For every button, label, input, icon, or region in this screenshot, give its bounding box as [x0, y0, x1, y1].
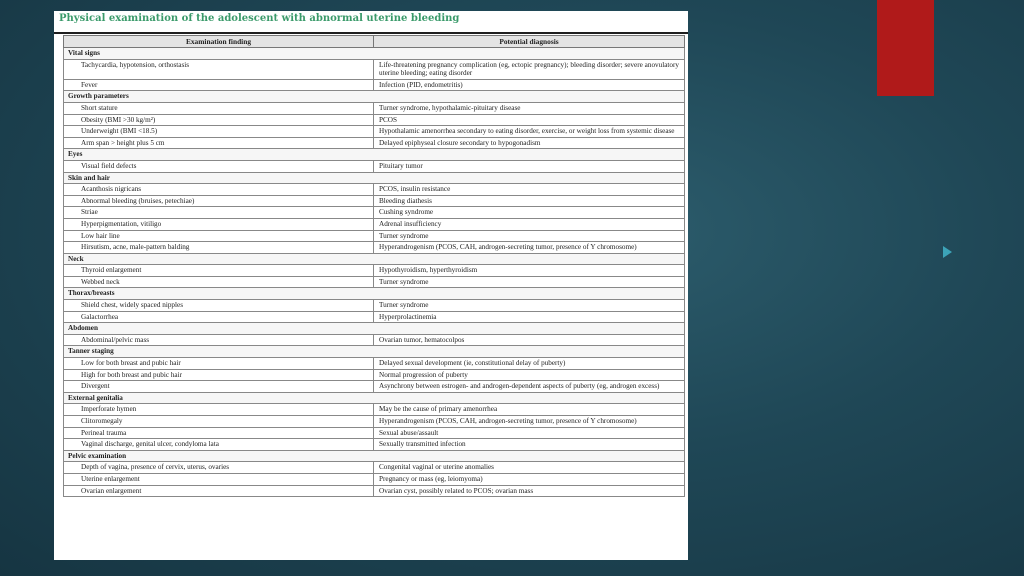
table-row — [64, 218, 685, 230]
table-row — [64, 265, 685, 277]
table-row — [64, 334, 685, 346]
title-rule — [54, 32, 688, 34]
finding-cell: Striae — [64, 207, 374, 219]
table-row — [64, 126, 685, 138]
diagnosis-cell: Congenital vaginal or uterine anomalies — [374, 462, 685, 474]
section-heading: Neck — [64, 253, 685, 265]
section-row — [64, 450, 685, 462]
table-row — [64, 300, 685, 312]
diagnosis-cell: PCOS, insulin resistance — [374, 184, 685, 196]
section-row — [64, 149, 685, 161]
section-heading: Eyes — [64, 149, 685, 161]
table-row — [64, 462, 685, 474]
finding-cell: Underweight (BMI <18.5) — [64, 126, 374, 138]
finding-cell: High for both breast and pubic hair — [64, 369, 374, 381]
diagnosis-cell: Turner syndrome — [374, 300, 685, 312]
table-title: Physical examination of the adolescent with abnormal uterine bleeding — [59, 13, 460, 24]
red-accent-bar — [877, 0, 934, 96]
diagnosis-cell: Life-threatening pregnancy complication (eg, ectopic pregnancy); bleeding disorder; severe anovulatory uterine bleeding; eating disorder — [374, 59, 685, 79]
table-row — [64, 416, 685, 428]
diagnosis-cell: Hypothyroidism, hyperthyroidism — [374, 265, 685, 277]
finding-cell: Thyroid enlargement — [64, 265, 374, 277]
table-row — [64, 485, 685, 497]
diagnosis-cell: Delayed sexual development (ie, constitutional delay of puberty) — [374, 358, 685, 370]
table-row — [64, 276, 685, 288]
diagnosis-cell: Infection (PID, endometritis) — [374, 79, 685, 91]
diagnosis-cell: Hyperandrogenism (PCOS, CAH, androgen-secreting tumor, presence of Y chromosome) — [374, 416, 685, 428]
finding-cell: Arm span > height plus 5 cm — [64, 137, 374, 149]
col-header-diagnosis: Potential diagnosis — [374, 36, 685, 48]
diagnosis-cell: Asynchrony between estrogen- and androgen-dependent aspects of puberty (eg, androgen excess) — [374, 381, 685, 393]
section-row — [64, 323, 685, 335]
section-heading: Growth parameters — [64, 91, 685, 103]
finding-cell: Depth of vagina, presence of cervix, uterus, ovaries — [64, 462, 374, 474]
table-row — [64, 439, 685, 451]
finding-cell: Tachycardia, hypotension, orthostasis — [64, 59, 374, 79]
section-row — [64, 346, 685, 358]
finding-cell: Webbed neck — [64, 276, 374, 288]
section-heading: External genitalia — [64, 392, 685, 404]
finding-cell: Hirsutism, acne, male-pattern balding — [64, 242, 374, 254]
diagnosis-cell: Sexual abuse/assault — [374, 427, 685, 439]
section-row — [64, 172, 685, 184]
finding-cell: Low hair line — [64, 230, 374, 242]
diagnosis-cell: PCOS — [374, 114, 685, 126]
table-row — [64, 114, 685, 126]
section-row — [64, 253, 685, 265]
table-row — [64, 102, 685, 114]
diagnosis-cell: Adrenal insufficiency — [374, 218, 685, 230]
diagnosis-cell: Sexually transmitted infection — [374, 439, 685, 451]
table-row — [64, 195, 685, 207]
section-heading: Pelvic examination — [64, 450, 685, 462]
section-heading: Tanner staging — [64, 346, 685, 358]
diagnosis-cell: Hyperprolactinemia — [374, 311, 685, 323]
finding-cell: Vaginal discharge, genital ulcer, condyloma lata — [64, 439, 374, 451]
finding-cell: Perineal trauma — [64, 427, 374, 439]
diagnosis-cell: Cushing syndrome — [374, 207, 685, 219]
table-row — [64, 473, 685, 485]
finding-cell: Divergent — [64, 381, 374, 393]
table-row — [64, 184, 685, 196]
finding-cell: Fever — [64, 79, 374, 91]
diagnosis-cell: Turner syndrome — [374, 230, 685, 242]
section-row — [64, 392, 685, 404]
col-header-finding: Examination finding — [64, 36, 374, 48]
diagnosis-cell: May be the cause of primary amenorrhea — [374, 404, 685, 416]
table-row — [64, 160, 685, 172]
diagnosis-cell: Turner syndrome, hypothalamic-pituitary disease — [374, 102, 685, 114]
section-heading: Abdomen — [64, 323, 685, 335]
table-row — [64, 427, 685, 439]
diagnosis-cell: Pregnancy or mass (eg, leiomyoma) — [374, 473, 685, 485]
diagnosis-cell: Pituitary tumor — [374, 160, 685, 172]
table-row — [64, 358, 685, 370]
section-row — [64, 48, 685, 60]
section-heading: Vital signs — [64, 48, 685, 60]
arrow-icon — [943, 246, 952, 258]
diagnosis-cell: Delayed epiphyseal closure secondary to hypogonadism — [374, 137, 685, 149]
table-row — [64, 59, 685, 79]
section-heading: Skin and hair — [64, 172, 685, 184]
table-row — [64, 230, 685, 242]
exam-table — [63, 35, 685, 497]
table-row — [64, 79, 685, 91]
diagnosis-cell: Normal progression of puberty — [374, 369, 685, 381]
finding-cell: Hyperpigmentation, vitiligo — [64, 218, 374, 230]
finding-cell: Shield chest, widely spaced nipples — [64, 300, 374, 312]
header-row — [64, 36, 685, 48]
finding-cell: Obesity (BMI >30 kg/m²) — [64, 114, 374, 126]
finding-cell: Abdominal/pelvic mass — [64, 334, 374, 346]
finding-cell: Visual field defects — [64, 160, 374, 172]
finding-cell: Short stature — [64, 102, 374, 114]
table-row — [64, 242, 685, 254]
finding-cell: Abnormal bleeding (bruises, petechiae) — [64, 195, 374, 207]
document-image — [54, 11, 688, 560]
table-row — [64, 311, 685, 323]
table-body — [64, 48, 685, 497]
finding-cell: Low for both breast and pubic hair — [64, 358, 374, 370]
diagnosis-cell: Bleeding diathesis — [374, 195, 685, 207]
diagnosis-cell: Ovarian cyst, possibly related to PCOS; ovarian mass — [374, 485, 685, 497]
finding-cell: Imperforate hymen — [64, 404, 374, 416]
diagnosis-cell: Hypothalamic amenorrhea secondary to eating disorder, exercise, or weight loss from systemic disease — [374, 126, 685, 138]
finding-cell: Acanthosis nigricans — [64, 184, 374, 196]
section-heading: Thorax/breasts — [64, 288, 685, 300]
table-row — [64, 381, 685, 393]
table-row — [64, 404, 685, 416]
diagnosis-cell: Ovarian tumor, hematocolpos — [374, 334, 685, 346]
finding-cell: Galactorrhea — [64, 311, 374, 323]
section-row — [64, 91, 685, 103]
finding-cell: Uterine enlargement — [64, 473, 374, 485]
table-row — [64, 207, 685, 219]
finding-cell: Clitoromegaly — [64, 416, 374, 428]
table-row — [64, 137, 685, 149]
table-row — [64, 369, 685, 381]
section-row — [64, 288, 685, 300]
diagnosis-cell: Turner syndrome — [374, 276, 685, 288]
finding-cell: Ovarian enlargement — [64, 485, 374, 497]
diagnosis-cell: Hyperandrogenism (PCOS, CAH, androgen-secreting tumor, presence of Y chromosome) — [374, 242, 685, 254]
